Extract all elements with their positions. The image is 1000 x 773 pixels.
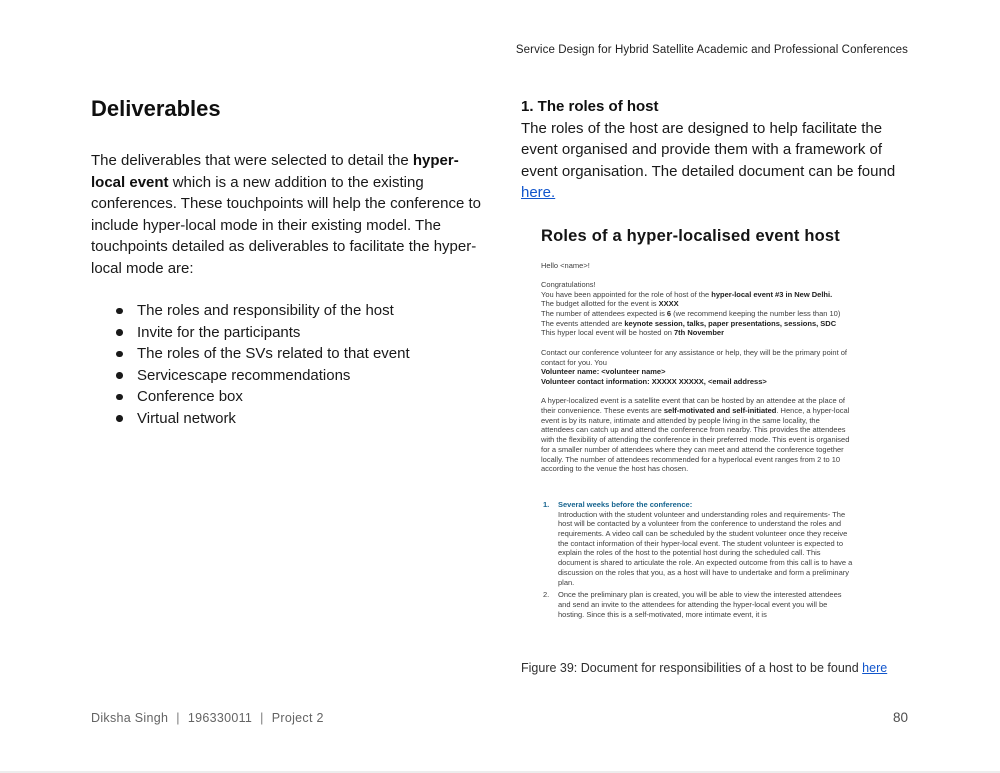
left-column [91,96,483,429]
doc-bold: keynote session, talks, paper presentations, sessions, SDC [624,318,837,328]
doc-step-2 [541,590,853,619]
step-number: 2. [543,590,550,600]
doc-greeting: Hello <name>! [541,260,590,270]
doc-line-appointed [541,290,853,300]
footer-id: 196330011 [187,711,253,725]
step-text: Introduction with the student volunteer and understanding roles and requirements- The host will be contacted by a volunteer from the conference to understand the roles and requirements. A video call can be scheduled by the student volunteer once they receive the contact information of their hyper-local event. The student volunteer is expected to explain the roles of the host to the potential host during the scheduled call. This document is shared to articulate the role. An expected outcome from this call is to have a discussion on the roles that you, as a host will have to undertake and form a preliminary plan. [558,509,853,587]
doc-step-1 [541,500,853,587]
bullet-icon [116,372,123,379]
figure-caption [521,661,921,675]
page-number: 80 [892,710,908,725]
list-item [91,408,483,430]
footer-separator: | [176,711,180,725]
intro-text-1: The deliverables that were selected to detail the [91,152,413,169]
page-title: Deliverables [91,96,221,121]
doc-text: (we recommend keeping the number less than 10) [671,309,841,318]
list-item [91,322,483,344]
embedded-doc-title: Roles of a hyper-localised event host [541,226,840,245]
doc-line-events [541,319,853,329]
doc-bold: hyper-local event #3 in New Delhi. [711,289,833,299]
list-item-label: The roles and responsibility of the host [137,302,394,319]
doc-bold: 6 [666,309,672,318]
intro-text-2: which is a new addition to the existing conferences. These touchpoints will help the conference to include hyper-local mode in their existing model. The touchpoints detailed as deliverables to facilitate the hyper-local mode are: [91,173,481,277]
footer [91,711,324,725]
list-item-label: Conference box [137,388,243,405]
footer-project: Project 2 [271,711,324,725]
list-item [91,343,483,365]
bullet-icon [116,394,123,401]
doc-volunteer-name [541,367,853,377]
list-item-label: Virtual network [137,409,236,427]
doc-bold: Volunteer name: <volunteer name> [541,367,666,377]
doc-text: You have been appointed for the role of host of the [541,289,712,299]
embedded-document [521,227,871,620]
spacer [541,270,871,280]
doc-text: The number of attendees expected is [541,309,667,318]
doc-bold: 7th November [674,328,725,338]
spacer [541,338,871,348]
doc-bold: self-motivated and self-initiated [663,406,777,415]
step-number: 1. [543,499,550,509]
step-content [558,500,853,587]
bullet-icon [116,415,123,422]
bullet-icon [116,351,123,358]
caption-text: Figure 39: Document for responsibilities of a host to be found [521,661,863,675]
doc-steps-list [541,500,853,619]
doc-bold: XXXX [658,299,679,309]
section-body-text: The roles of the host are designed to help facilitate the event organised and provide them with a framework of event organisation. The detailed document can be found [521,119,896,180]
doc-line-budget [541,299,853,309]
doc-text: The events attended are [541,318,625,328]
intro-bold: hyper-local event [91,152,459,191]
list-item-label: Invite for the participants [137,323,301,341]
doc-text: This hyper local event will be hosted on [541,328,674,338]
doc-bold: Volunteer contact information: XXXXX XXXXX, <email address> [541,376,767,386]
footer-author: Diksha Singh [91,711,169,725]
step-heading: Several weeks before the conference: [558,499,693,509]
detailed-document-link[interactable]: here. [521,184,556,201]
bullet-icon [116,308,123,315]
list-item-label: Servicescape recommendations [137,366,351,384]
spacer [541,387,871,397]
doc-text: A hyper-localized event is a satellite event that can be hosted by an attendee at the place of their convenience. These events are [541,396,845,415]
list-item [91,365,483,387]
right-column [521,96,913,622]
footer-separator: | [260,711,264,725]
doc-text: . Hence, a hyper-local event is by its nature, intimate and attended by people living in the same locality, the attendees can catch up and attend the conference from nearby. This provides the attendees with the flexibility of attending the conference in their preferred mode. This event is organised for a smaller number of attendees where they can meet and attend the conference together locally. The number of attendees recommended for a hyperlocal event ranges from 2 to 10 according to the venue the host has chosen. [541,406,850,474]
list-item-label: The roles of the SVs related to that event [137,345,410,362]
running-header: Service Design for Hybrid Satellite Academic and Professional Conferences [515,44,908,56]
section-title: 1. The roles of host [521,98,659,115]
doc-text: The budget allotted for the event is [541,299,659,309]
doc-congrats: Congratulations! [541,279,596,289]
step-content [558,590,853,619]
figure-caption-link[interactable]: here [862,661,888,675]
section-body [521,118,913,204]
doc-about-paragraph [541,396,853,474]
list-item [91,300,483,322]
step-text: Once the preliminary plan is created, you will be able to view the interested attendees and send an invite to the attendees for attending the hyper-local event you will be hosting. Since this is a self-motivated, more intimate event, it is [558,590,842,619]
deliverables-intro [91,150,483,279]
list-item [91,386,483,408]
deliverables-list [91,300,483,429]
doc-line-hosted [541,328,853,338]
doc-contact-line: Contact our conference volunteer for any assistance or help, they will be the primary point of contact for you. You [541,347,847,367]
doc-volunteer-contact [541,377,853,387]
doc-line-attendees [541,309,853,319]
bullet-icon [116,329,123,336]
